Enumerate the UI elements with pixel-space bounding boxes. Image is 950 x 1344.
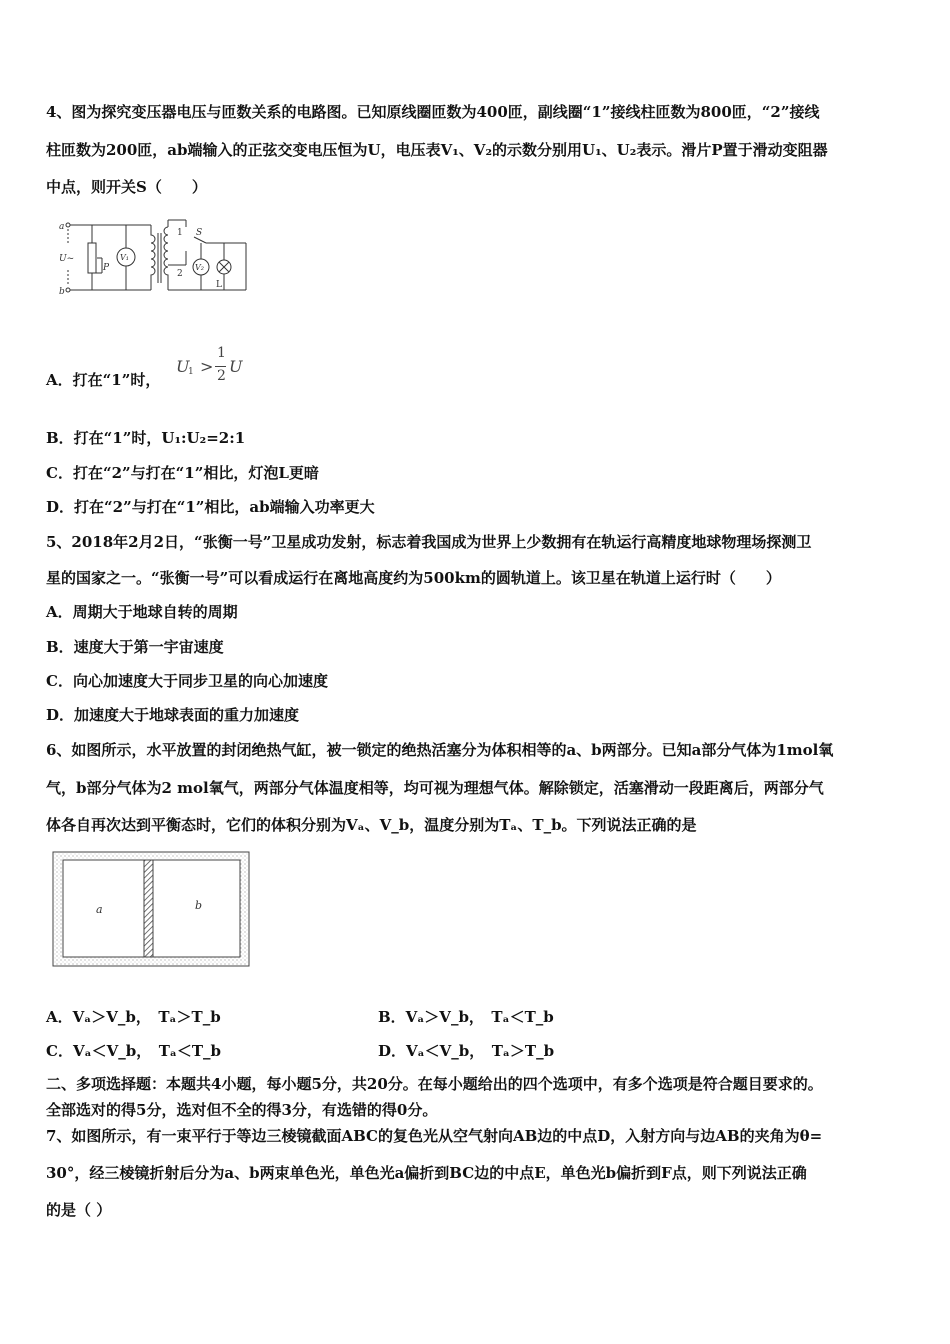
terminal-a-label: a [59,222,65,232]
slider-p-label: P [103,263,110,273]
chamber-b-label: b [195,899,203,912]
switch-s-label: S [196,228,203,238]
q6-text-line-3: 体各自再次达到平衡态时，它们的体积分别为Vₐ、V_b，温度分别为Tₐ、T_b。下列说法正确的是 [46,816,697,834]
q5-text-line-2: 星的国家之一。“张衡一号”可以看成运行在离地高度约为500km的圆轨道上。该卫星在轨道上运行时（ ） [46,569,781,587]
q5-option-b: B．速度大于第一宇宙速度 [46,638,224,656]
formula-rhs: U [229,357,243,376]
terminal-1-label: 1 [177,228,183,238]
q4-option-a [46,370,160,390]
transformer-circuit-diagram [56,215,256,300]
q5-text-line-1: 5、2018年2月2日，“张衡一号”卫星成功发射，标志着我国成为世界上少数拥有在轨运行高精度地球物理场探测卫 [46,533,812,551]
formula-operator: > [200,357,214,376]
voltage-u-label: U~ [59,254,75,264]
gas-cylinder-diagram [52,851,250,967]
voltmeter-v1-label: V₁ [120,253,129,262]
q6-option-a: A．Vₐ＞V_b， Tₐ＞T_b [46,1008,221,1026]
lamp-l-label: L [216,280,222,290]
q4-option-d: D．打在“2”与打在“1”相比，ab端输入功率更大 [46,498,375,516]
voltmeter-v2-label: V₂ [195,263,204,272]
q6-text-line-2: 气，b部分气体为2 mol氧气，两部分气体温度相等，均可视为理想气体。解除锁定，活塞滑动一段距离后，两部分气 [46,779,824,797]
q4-option-b: B．打在“1”时，U₁:U₂=2:1 [46,429,246,447]
formula-subscript: 1 [188,367,194,377]
terminal-b-label: b [59,287,65,297]
chamber-a-label: a [96,903,103,916]
q4-option-a-prefix: A．打在“1”时， [46,371,161,389]
terminal-2-label: 2 [177,269,183,279]
q6-text-line-1: 6、如图所示，水平放置的封闭绝热气缸，被一锁定的绝热活塞分为体积相等的a、b两部分。已知a部分气体为1mol氧 [46,741,834,759]
q7-text-line-2: 30°，经三棱镜折射后分为a、b两束单色光，单色光a偏折到BC边的中点E，单色光b偏折到F点，则下列说法正确 [46,1164,807,1182]
formula-lhs: U [176,357,190,376]
q7-text-line-1: 7、如图所示，有一束平行于等边三棱镜截面ABC的复色光从空气射向AB边的中点D，入射方向与边AB的夹角为θ= [46,1127,823,1145]
q5-option-a: A．周期大于地球自转的周期 [46,603,238,621]
q5-option-d: D．加速度大于地球表面的重力加速度 [46,706,300,724]
section2-heading-line-2: 全部选对的得5分，选对但不全的得3分，有选错的得0分。 [46,1101,438,1119]
q6-option-b: B．Vₐ＞V_b， Tₐ＜T_b [378,1008,554,1026]
q5-option-c: C．向心加速度大于同步卫星的向心加速度 [46,672,328,690]
q4-option-c: C．打在“2”与打在“1”相比，灯泡L更暗 [46,464,319,482]
q4-text-line-1: 4、图为探究变压器电压与匝数关系的电路图。已知原线圈匝数为400匝，副线圈“1”接线柱匝数为800匝，“2”接线 [46,103,820,121]
q4-text-line-3: 中点，则开关S（ ） [46,178,207,196]
formula-numerator: 1 [217,345,226,361]
fraction-bar [215,366,226,367]
q4-text-line-2: 柱匝数为200匝，ab端输入的正弦交变电压恒为U，电压表V₁、V₂的示数分别用U₁、U₂表示。滑片P置于滑动变阻器 [46,141,828,159]
q6-option-c: C．Vₐ＜V_b， Tₐ＜T_b [46,1042,221,1060]
formula-denominator: 2 [217,368,226,384]
q6-option-d: D．Vₐ＜V_b， Tₐ＞T_b [378,1042,555,1060]
section2-heading-line-1: 二、多项选择题：本题共4小题，每小题5分，共20分。在每小题给出的四个选项中，有多个选项是符合题目要求的。 [46,1075,823,1093]
q7-text-line-3: 的是（ ） [46,1201,112,1219]
